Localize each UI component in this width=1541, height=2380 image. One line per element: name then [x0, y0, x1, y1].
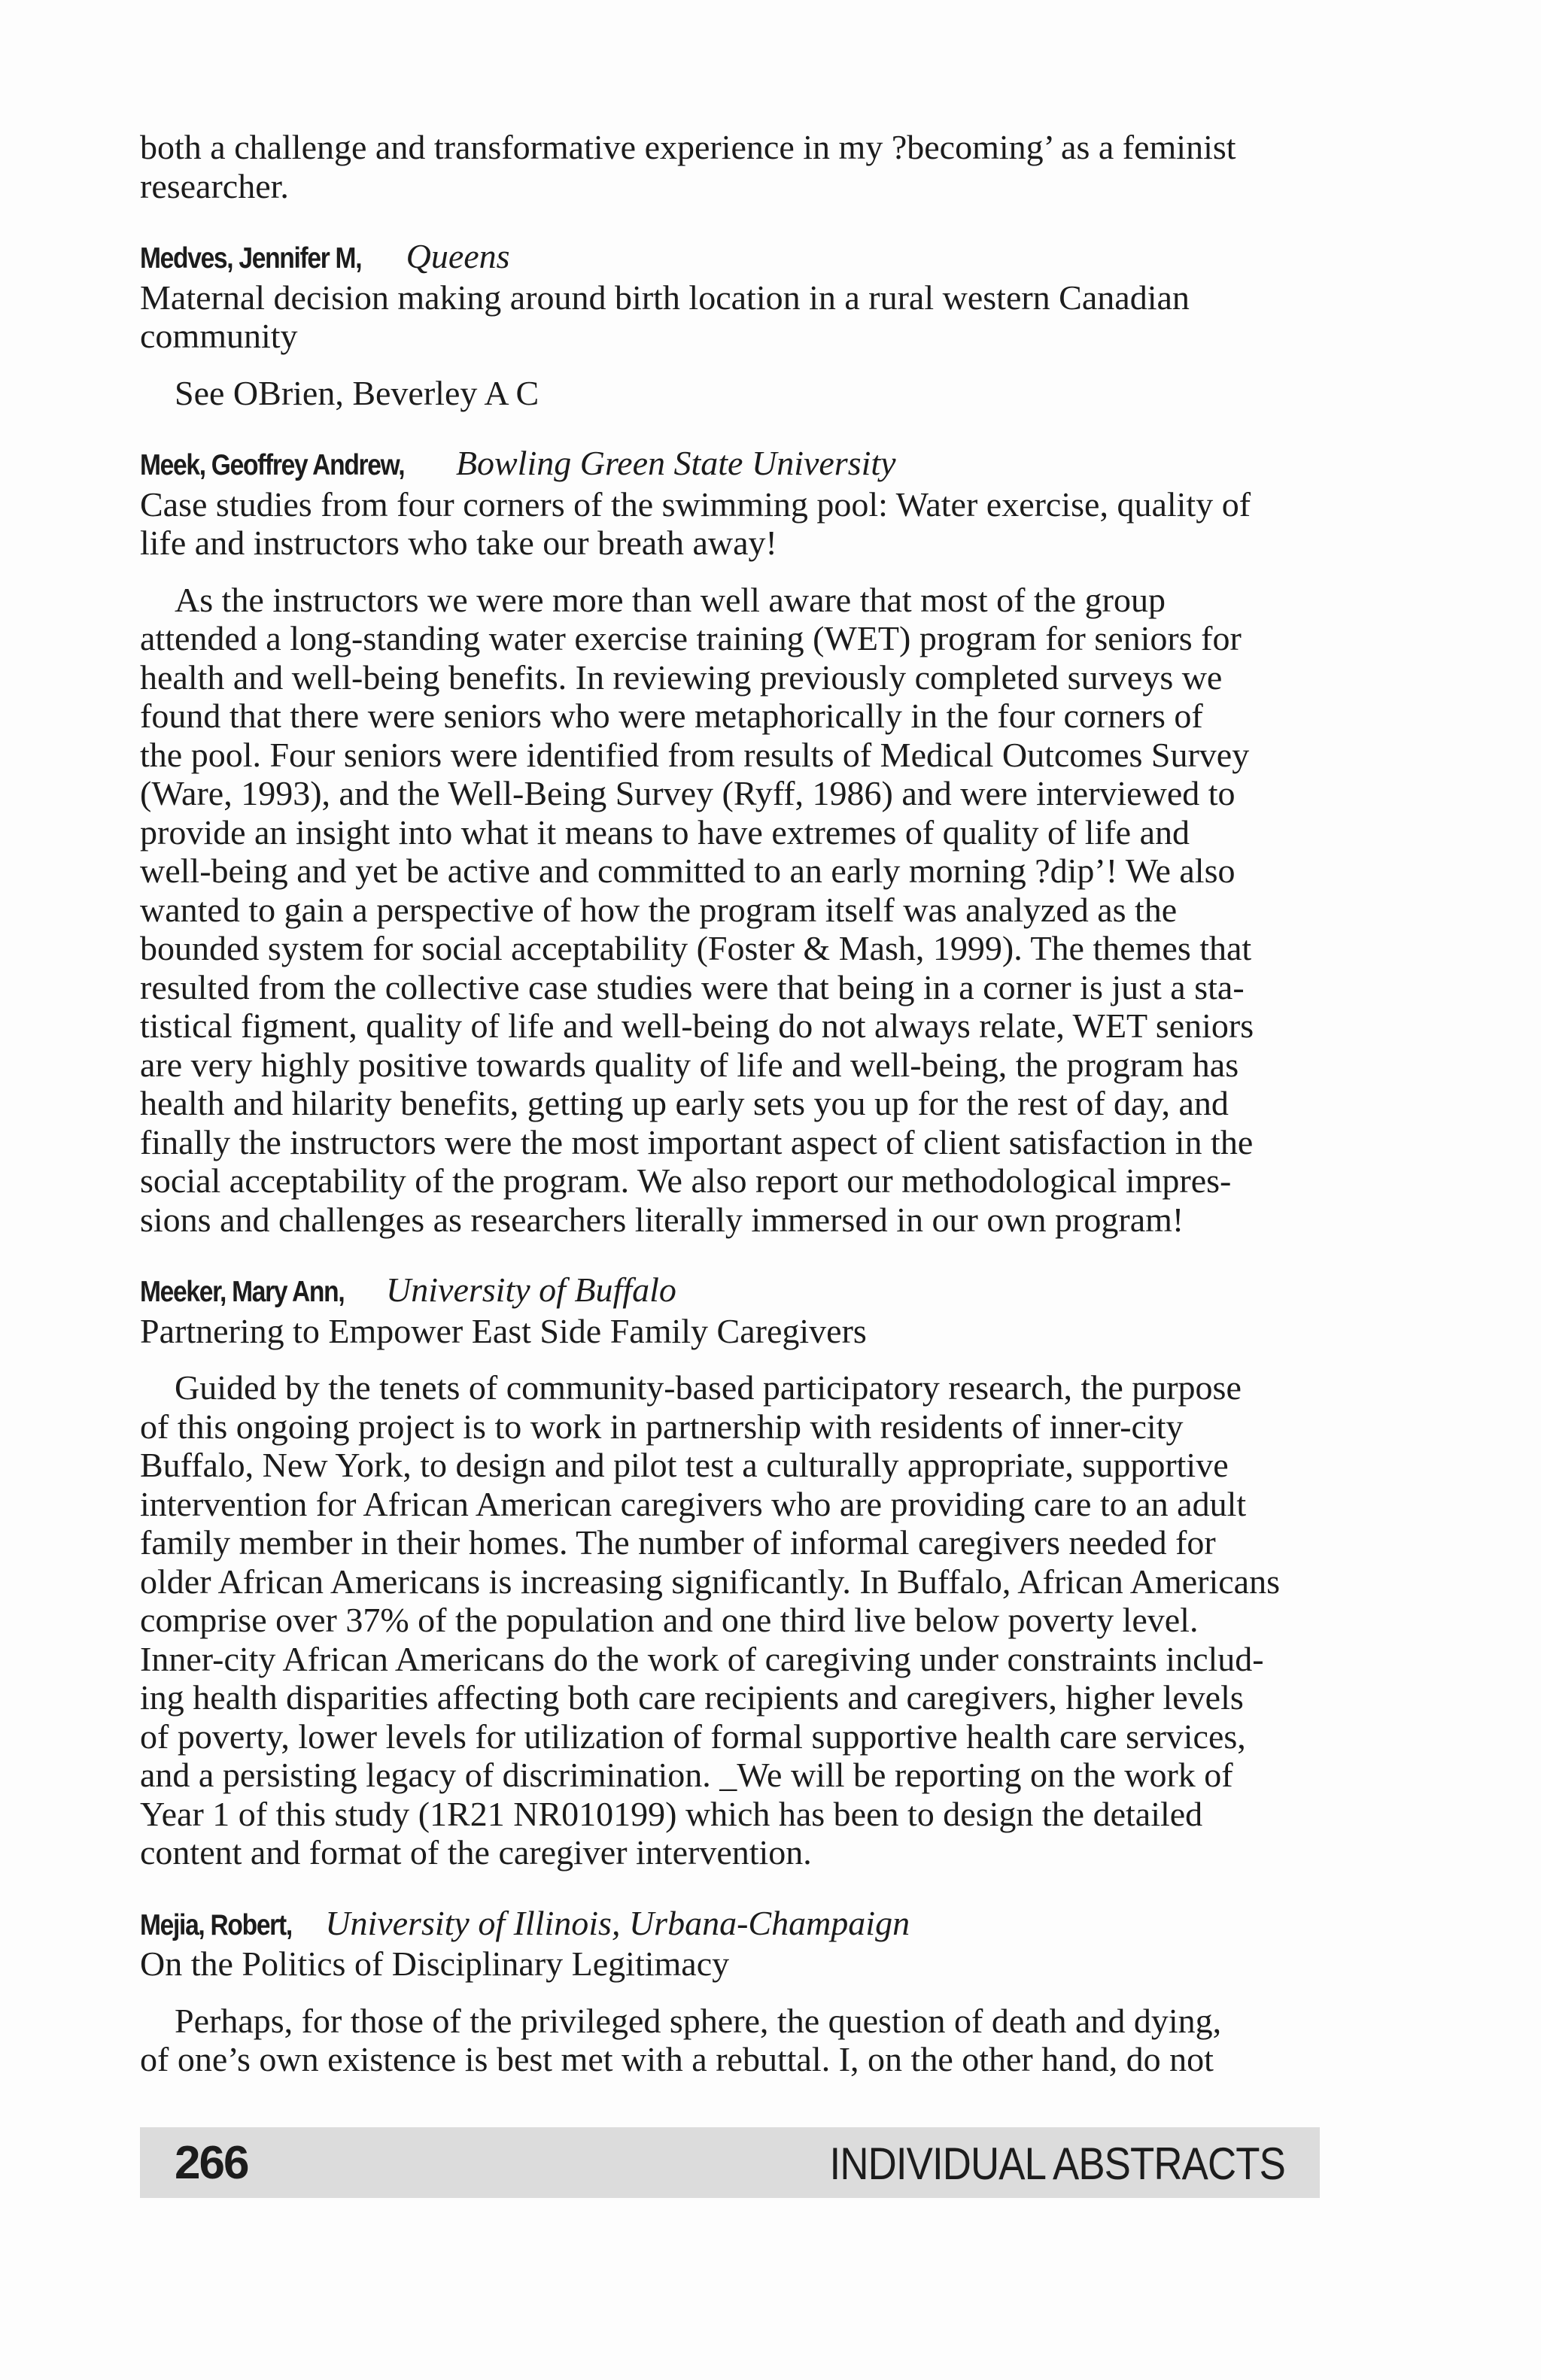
- author-affiliation: Queens: [406, 237, 510, 275]
- author-name: Medves, Jennifer M,: [140, 242, 362, 275]
- abstract-body: [140, 2002, 1320, 2079]
- text-line: finally the instructors were the most important aspect of client satisfaction in the: [140, 1122, 1254, 1161]
- abstract-title: Case studies from four corners of the swimming pool: Water exercise, quality of: [140, 484, 1251, 524]
- abstract-title: On the Politics of Disciplinary Legitimacy: [140, 1944, 730, 1983]
- text-line: resulted from the collective case studies were that being in a corner is just a sta-: [140, 967, 1245, 1006]
- text-line: tistical figment, quality of life and well-being do not always relate, WET seniors: [140, 1006, 1254, 1045]
- text-line: the pool. Four seniors were identified from results of Medical Outcomes Survey: [140, 735, 1250, 774]
- text-line: both a challenge and transformative experience in my ?becoming’ as a feminist: [140, 128, 1236, 166]
- text-line: and a persisting legacy of discrimination. _We will be reporting on the work of: [140, 1756, 1233, 1794]
- text-line: of poverty, lower levels for utilization of formal supportive health care services,: [140, 1717, 1246, 1756]
- entry-heading: [140, 1270, 1320, 1312]
- text-line: Buffalo, New York, to design and pilot test a culturally appropriate, supportive: [140, 1446, 1229, 1484]
- text-line: of this ongoing project is to work in partnership with residents of inner-city: [140, 1407, 1184, 1446]
- text-line: Guided by the tenets of community-based participatory research, the purpose: [175, 1368, 1242, 1407]
- text-line: social acceptability of the program. We also report our methodological impres-: [140, 1161, 1232, 1200]
- text-line: health and well-being benefits. In reviewing previously completed surveys we: [140, 657, 1223, 697]
- opening-paragraph: [140, 128, 1320, 205]
- text-line: provide an insight into what it means to have extremes of quality of life and: [140, 812, 1190, 852]
- author-name: Mejia, Robert,: [140, 1908, 292, 1941]
- abstract-title: Maternal decision making around birth location in a rural western Canadian: [140, 278, 1190, 317]
- text-line: well-being and yet be active and committed to an early morning ?dip’! We also: [140, 852, 1236, 890]
- text-line: researcher.: [140, 166, 289, 205]
- text-line: content and format of the caregiver intervention.: [140, 1833, 812, 1872]
- text-line: Perhaps, for those of the privileged sphere, the question of death and dying,: [175, 2001, 1222, 2040]
- page-number: 266: [175, 2137, 248, 2189]
- text-line: (Ware, 1993), and the Well-Being Survey (Ryff, 1986) and were interviewed to: [140, 774, 1236, 812]
- text-line: comprise over 37% of the population and one third live below poverty level.: [140, 1601, 1199, 1639]
- text-line: are very highly positive towards quality of life and well-being, the program has: [140, 1045, 1239, 1084]
- abstract-title: life and instructors who take our breath away!: [140, 524, 777, 562]
- text-line: bounded system for social acceptability (Foster & Mash, 1999). The themes that: [140, 929, 1252, 967]
- author-name: Meeker, Mary Ann,: [140, 1276, 345, 1308]
- abstract-title: Partnering to Empower East Side Family Caregivers: [140, 1311, 867, 1350]
- text-line: of one’s own existence is best met with a rebuttal. I, on the other hand, do not: [140, 2040, 1214, 2078]
- entry-heading: [140, 444, 1320, 485]
- text-line: older African Americans is increasing significantly. In Buffalo, African Americans: [140, 1562, 1280, 1601]
- entry-heading: [140, 1904, 1320, 1945]
- abstract-entry: [140, 444, 1320, 1239]
- text-line: intervention for African American caregivers who are providing care to an adult: [140, 1484, 1247, 1523]
- abstract-entry: [140, 1904, 1320, 2079]
- text-line: found that there were seniors who were metaphorically in the four corners of: [140, 697, 1203, 735]
- page-footer: [140, 2127, 1320, 2198]
- section-title: INDIVIDUAL ABSTRACTS: [829, 2139, 1285, 2189]
- text-line: family member in their homes. The number of informal caregivers needed for: [140, 1523, 1216, 1562]
- abstract-entry: [140, 237, 1320, 412]
- text-line: As the instructors we were more than well aware that most of the group: [175, 580, 1166, 619]
- abstract-entry: [140, 1270, 1320, 1872]
- author-affiliation: University of Buffalo: [386, 1270, 676, 1309]
- cross-reference: See OBrien, Beverley A C: [175, 373, 540, 412]
- text-line: Year 1 of this study (1R21 NR010199) which has been to design the detailed: [140, 1794, 1203, 1833]
- entry-heading: [140, 237, 1320, 278]
- text-line: health and hilarity benefits, getting up early sets you up for the rest of day, and: [140, 1084, 1229, 1122]
- author-affiliation: Bowling Green State University: [455, 444, 896, 482]
- page-content: [140, 128, 1320, 2111]
- author-name: Meek, Geoffrey Andrew,: [140, 449, 405, 481]
- text-line: ing health disparities affecting both care recipients and caregivers, higher levels: [140, 1678, 1244, 1717]
- abstract-title: community: [140, 317, 298, 355]
- author-affiliation: University of Illinois, Urbana-Champaign: [325, 1903, 910, 1942]
- abstract-body: [140, 1368, 1320, 1872]
- text-line: sions and challenges as researchers literally immersed in our own program!: [140, 1200, 1184, 1239]
- text-line: attended a long-standing water exercise training (WET) program for seniors for: [140, 619, 1242, 657]
- abstract-body: [140, 581, 1320, 1240]
- text-line: wanted to gain a perspective of how the program itself was analyzed as the: [140, 890, 1178, 929]
- text-line: Inner-city African Americans do the work of caregiving under constraints includ-: [140, 1639, 1264, 1678]
